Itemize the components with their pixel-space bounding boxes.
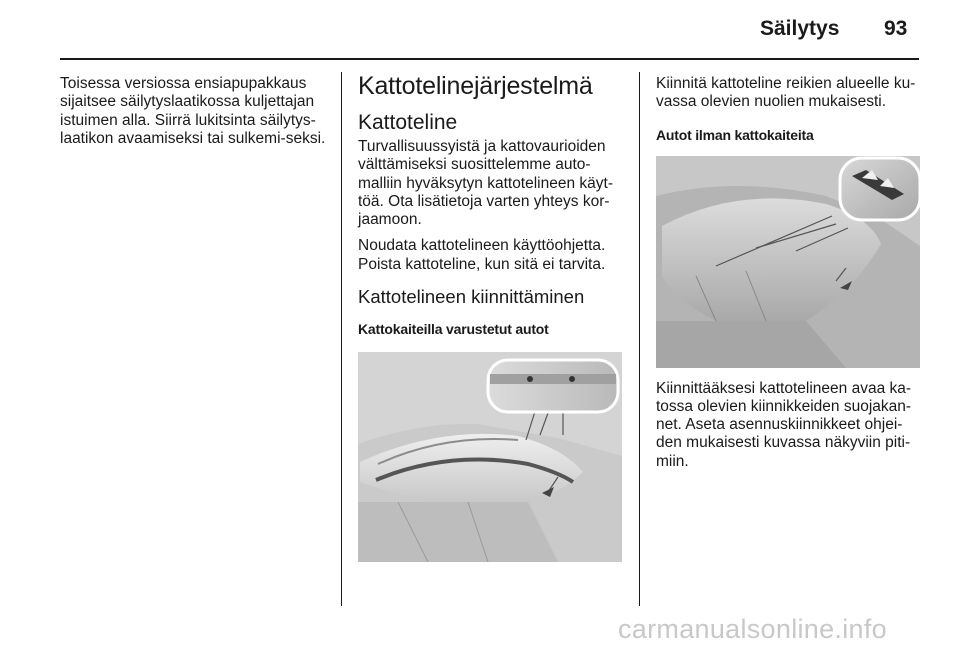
figure-caption-no-rails: Autot ilman kattokaiteita [656,126,814,143]
left-paragraph: Toisessa versiossa ensiapupakkaus sijaitsee säilytyslaatikossa kuljettajan istuimen alla. Siirrä lukitsinta säilytys-laatikon avaamiseksi tai sulkemi-seksi. [60,75,326,147]
no-rails-illustration [656,156,920,368]
middle-column [358,71,624,562]
subsubsection-title: Kattotelineen kiinnittäminen [358,286,585,308]
middle-paragraph-1: Turvallisuussyistä ja kattovaurioiden välttämiseksi suosittelemme auto-malliin hyväksytyn kattotelineen käyt-töä. Ota lisätietoja varten yhteys kor-jaamoon. [358,138,614,229]
subsection-title: Kattoteline [358,111,458,134]
watermark: carmanualsonline.info [618,614,887,644]
header-rule [60,58,919,60]
roof-rails-illustration [358,352,622,562]
left-column [60,75,328,156]
middle-paragraph-2: Noudata kattotelineen käyttöohjetta. Poista kattoteline, kun sitä ei tarvita. [358,237,606,273]
page-header-title: Säilytys [760,17,840,40]
page-number: 93 [884,17,908,40]
column-divider-left [341,72,342,606]
right-paragraph-1: Kiinnitä kattoteline reikien alueelle ku-vassa olevien nuolien mukaisesti. [656,75,916,111]
right-paragraph-2: Kiinnittääksesi kattotelineen avaa ka-tossa olevien kiinnikkeiden suojakan-net. Aseta asennuskiinnikkeet ohjei-den mukaisesti kuvassa näkyviin piti-miin. [656,379,912,470]
section-title: Kattotelinejärjestelmä [358,72,593,100]
column-divider-right [639,72,640,606]
figure-caption-roof-rails: Kattokaiteilla varustetut autot [358,321,549,338]
right-column [656,75,922,479]
